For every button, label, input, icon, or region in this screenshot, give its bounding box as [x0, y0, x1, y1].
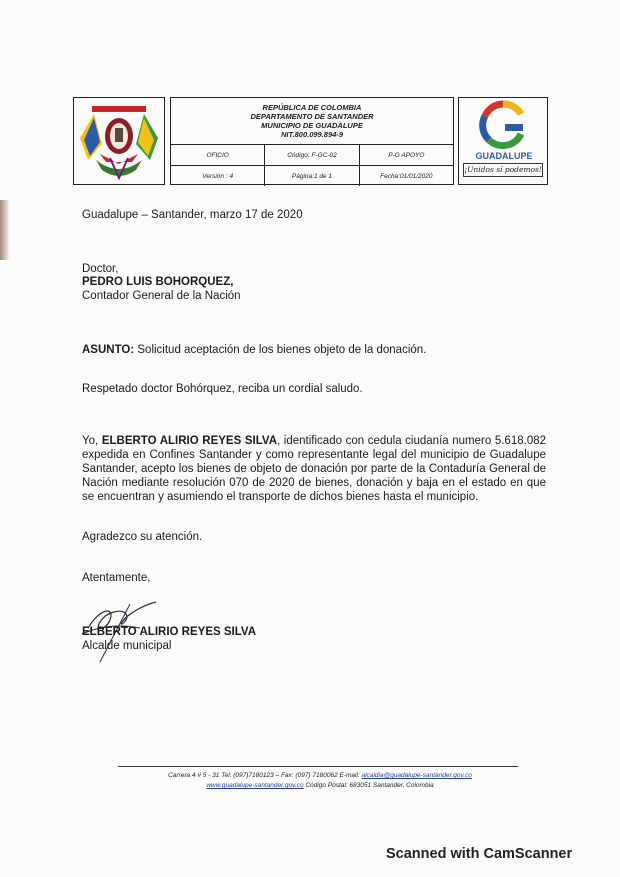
doc-page-cell: Página:1 de 1: [265, 166, 359, 186]
recipient-role: Contador General de la Nación: [82, 290, 241, 302]
body-prefix: Yo,: [82, 435, 102, 447]
subject-line: [82, 343, 426, 357]
footer-postal: Código Postal: 683051 Santander, Colombia: [303, 782, 434, 789]
header-title: [171, 98, 453, 145]
doc-type-cell: OFICIO: [171, 145, 265, 165]
footer-email-link[interactable]: alcaldia@guadalupe-santander.gov.co: [361, 772, 472, 779]
footer-divider: [118, 766, 518, 767]
body-paragraph: [82, 434, 546, 504]
header-title-line-4: NIT.800.099.894-9: [281, 130, 343, 139]
coat-of-arms-box: [73, 97, 165, 185]
header-title-line-3: MUNICIPIO DE GUADALUPE: [261, 121, 363, 130]
coat-of-arms-icon: [74, 98, 164, 184]
thanks: Agradezco su atención.: [82, 531, 203, 543]
signer-role: Alcalde municipal: [82, 640, 172, 652]
doc-code-cell: Código: F-GC-02: [265, 145, 359, 165]
header-row-2: [171, 166, 453, 186]
header-info-table: [170, 97, 454, 185]
salutation-title: Doctor,: [82, 263, 119, 275]
closing: Atentamente,: [82, 572, 151, 584]
camscanner-watermark: Scanned with CamScanner: [386, 846, 573, 862]
subject-text: Solicitud aceptación de los bienes objeto de la donación.: [134, 344, 427, 356]
logo-name: GUADALUPE: [475, 151, 533, 161]
body-text: , identificado con cedula ciudanía numero 5.618.082 expedida en Confines Santander y como representante legal del municipio de Guadalupe Santander, acepto los bienes de objeto de donación por parte de la Contaduría General de Nación mediante resolución 070 de 2020 de bienes, donación y baja en el estado en que se encuentran y asumiendo el transporte de dichos bienes hasta el municipio.: [82, 435, 547, 503]
g-logo-icon: [459, 98, 547, 150]
header-row-1: [171, 145, 453, 166]
footer-line-2: [100, 782, 540, 789]
footer-website-link[interactable]: www.guadalupe-santander.gov.co: [206, 782, 304, 789]
place-date: Guadalupe – Santander, marzo 17 de 2020: [82, 209, 303, 221]
scan-edge-shadow: [0, 200, 10, 260]
subject-label: ASUNTO:: [82, 344, 135, 356]
greeting: Respetado doctor Bohórquez, reciba un cordial saludo.: [82, 383, 363, 395]
doc-process-cell: P-G APOYO: [388, 151, 425, 159]
doc-version-cell: Versión : 4: [171, 166, 265, 186]
logo-slogan: ¡Unidos sí podemos!: [463, 163, 543, 177]
body-name: ELBERTO ALIRIO REYES SILVA: [101, 435, 278, 447]
recipient-name: PEDRO LUIS BOHORQUEZ,: [82, 276, 234, 288]
header-title-line-1: REPÚBLICA DE COLOMBIA: [262, 103, 362, 112]
header-title-line-2: DEPARTAMENTO DE SANTANDER: [250, 112, 374, 121]
signer-name: ELBERTO ALIRIO REYES SILVA: [82, 626, 257, 638]
footer-line-1: [100, 772, 540, 779]
footer-address: Carrera 4 # 5 - 31 Tel: (097)7180123 – Fax: (097) 7180062 E-mail:: [168, 772, 362, 779]
doc-date-cell: Fecha:01/01/2020: [380, 172, 433, 180]
municipal-logo-box: [458, 97, 548, 185]
